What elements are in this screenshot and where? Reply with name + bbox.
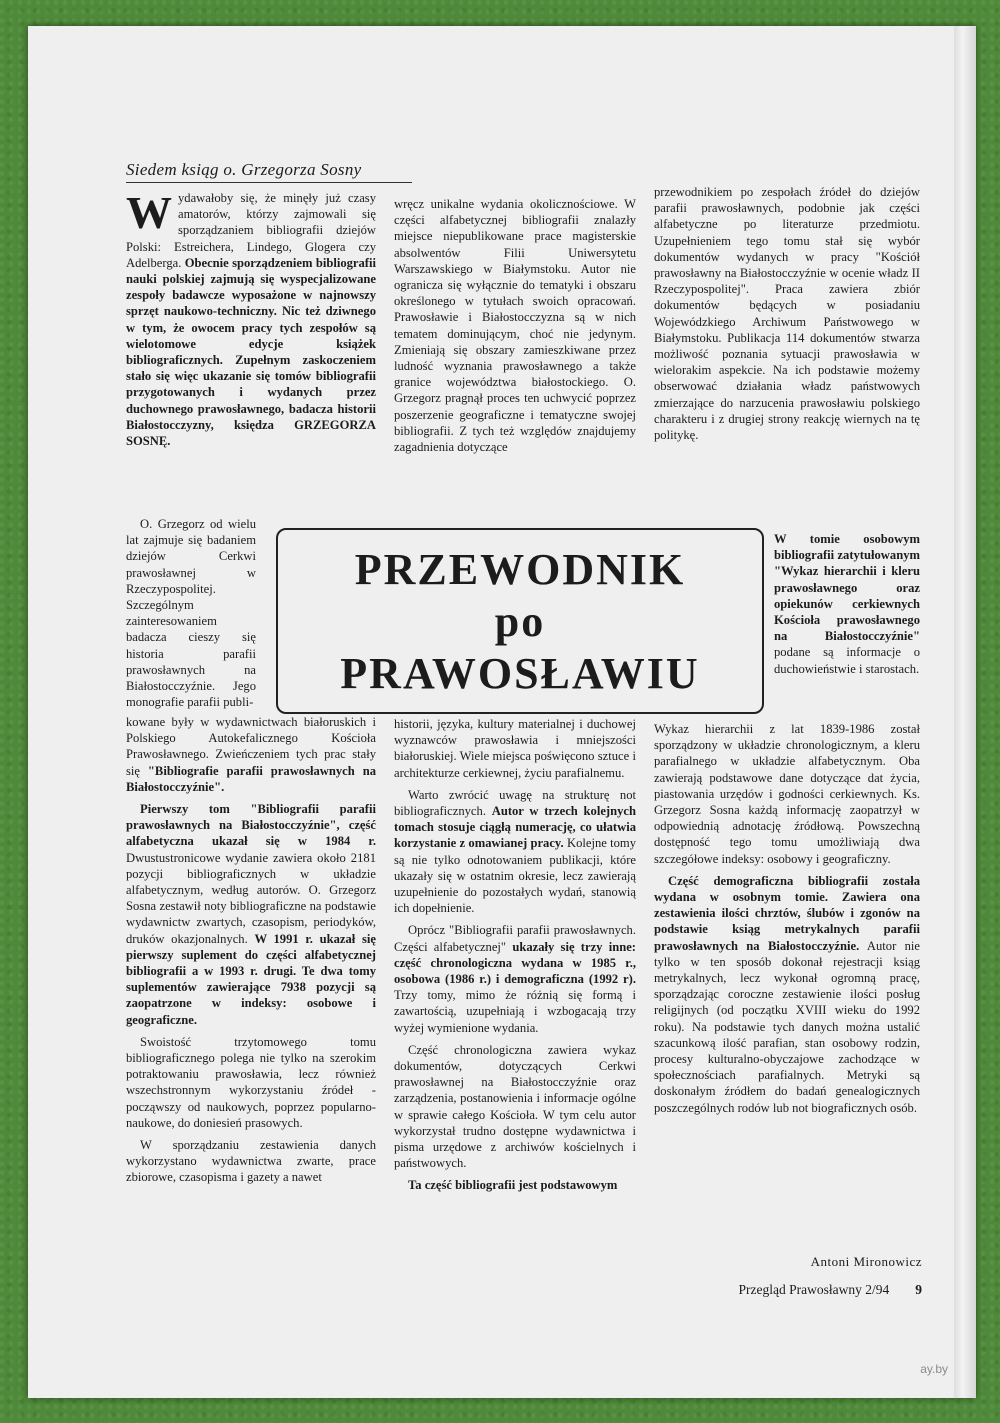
text: podane są informacje o duchowieństwie i starostach. bbox=[774, 645, 920, 676]
paragraph bbox=[654, 873, 920, 1116]
paragraph bbox=[126, 801, 376, 1028]
paragraph bbox=[394, 787, 636, 917]
column-3-bottom bbox=[654, 721, 920, 1122]
paragraph: Swoistość trzytomowego tomu bibliograficznego polega nie tylko na szerokim potraktowaniu prawosławia, lecz również wszechstronnym wykorzystaniu źródeł - począwszy od naukowych, poprzez popularno-naukowe, do doniesień prasowych. bbox=[126, 1034, 376, 1130]
column-1-bottom bbox=[126, 714, 376, 1192]
page-number: 9 bbox=[915, 1282, 922, 1297]
column-2-bottom bbox=[394, 716, 636, 1200]
bold-text: "Bibliografie parafii prawosławnych na Białostocczyźnie". bbox=[126, 763, 376, 794]
bold-text: ukazały się trzy inne: część chronologiczna wydana w 1985 r., osobowa (1986 r.) i demograficzna (1992 r). bbox=[394, 939, 636, 987]
column-1-top bbox=[126, 187, 376, 455]
paragraph: Ta część bibliografii jest podstawowym bbox=[408, 1178, 618, 1193]
text: Autor nie tylko w ten sposób dokonał rejestracji ksiąg metrykalnych, lecz wykonał ogromną pracę, sporządzając coroczne zestawienie ilości posług religijnych (od początku XVIII wieku do 1992 roku). Na podstawie tych danych można ustalić szacunkową ilość parafian, stan osobowy rodzin, procesy kulturalno-obyczajowe zachodzące w społecznościach parafialnych. Metryki są doskonałym źródłem do badań genealogicznych poszczególnych rodów lub not biograficznych osób. bbox=[654, 938, 920, 1115]
bold-text: Część demograficzna bibliografii została wydana w osobnym tomie. Zawiera ona zestawienia ilości chrztów, ślubów i zgonów na podstawie ksiąg metrykalnych parafii prawosławnych na Białostocczyźnie. bbox=[654, 873, 920, 953]
paragraph: O. Grzegorz od wielu lat zajmuje się badaniem dziejów Cerkwi prawosławnej w Rzeczypospolitej. Szczególnym zainteresowaniem badacza cieszy się historia parafii prawosławnych na Białostocczyźnie. Jego monografie parafii publi- bbox=[126, 517, 256, 710]
paragraph bbox=[126, 187, 376, 449]
column-3-top bbox=[654, 184, 920, 449]
column-2-top bbox=[394, 196, 636, 461]
text: Warto zwrócić uwagę na strukturę not bibliograficznych. bbox=[394, 787, 636, 819]
paragraph: Część chronologiczna zawiera wykaz dokumentów, dotyczących Cerkwi prawosławnej na Białostocczyźnie oraz zarządzenia, postanowienia i informacje ogólne w sprawie całego Kościoła. W tym celu autor wykorzystał trudno dostępne wydawnictwa i pisma urzędowe z archiwów kościelnych i państwowych. bbox=[394, 1042, 636, 1171]
paragraph bbox=[126, 714, 376, 795]
bold-text: W tomie osobowym bibliografii zatytułowanym "Wykaz hierarchii i kleru prawosławnego oraz opiekunów cerkiewnych Kościoła prawosławnego na Białostocczyźnie" bbox=[774, 532, 920, 644]
watermark: ay.by bbox=[920, 1362, 948, 1376]
book-spine bbox=[954, 26, 976, 1398]
column-1-narrow bbox=[126, 516, 256, 716]
paragraph bbox=[394, 922, 636, 1035]
text: Dwustustronicowe wydanie zawiera około 2181 pozycji bibliograficznych w układzie alfabetycznym, według autorów. O. Grzegorz Sosna zestawił noty bibliograficzne na podstawie wydawnictw zwartych, czasopism, periodyków, druków okazjonalnych. bbox=[126, 850, 376, 946]
bold-text: Obecnie sporządzeniem bibliografii nauki polskiej zajmują się wyspecjalizowane zespoły badawcze wyposażone w najnowszy sprzęt naukowo-techniczny. Nic też dziwnego w tym, że owocem pracy tych zespołów są wielotomowe edycje książek bibliograficznych. Zupełnym zaskoczeniem stało się więc ukazanie się tomów bibliografii przygotowanych i wydanych przez duchownego prawosławnego, badacza historii Białostocczyzny, księdza GRZEGORZA SOSNĘ. bbox=[126, 255, 376, 449]
bold-text: W 1991 r. ukazał się pierwszy suplement do części alfabetycznej bibliografii a w 1993 r. drugi. Te dwa tomy suplementów zawierające 7938 pozycji są zaopatrzone w indeksy: osobowe i geograficzne. bbox=[126, 931, 376, 1027]
text: ydawałoby się, że minęły już czasy amatorów, którzy zajmowali się sporządzaniem bibliografii dziejów Polski: Estreichera, Lindego, Glogera czy Adelberga. bbox=[126, 191, 376, 270]
page-footer bbox=[739, 1282, 922, 1298]
title-line-1: PRZEWODNIK bbox=[354, 545, 686, 594]
paragraph: historii, języka, kultury materialnej i duchowej wyznawców prawosławia i mniejszości białoruskiej. Wiele miejsca poświęcono sztuce i architekturze cerkiewnej, życiu parafialnemu. bbox=[394, 717, 636, 780]
article-kicker: Siedem ksiąg o. Grzegorza Sosny bbox=[126, 160, 412, 183]
title-box bbox=[276, 528, 764, 714]
author-signature: Antoni Mironowicz bbox=[810, 1254, 922, 1269]
book-back-cover bbox=[28, 26, 976, 1398]
title-line-2: po bbox=[494, 597, 546, 646]
paragraph: przewodnikiem po zespołach źródeł do dziejów parafii prawosławnych, podobnie jak części alfabetyczne po literaturze przedmiotu. Uzupełnieniem tego tomu stał się wybór dokumentów wydanych w pracy "Kościół prawosławny na Białostocczyźnie w ocenie władz II Rzeczypospolitej". Praca zawiera zbiór dokumentów będących w posiadaniu Wojewódzkiego Archiwum Państwowego w Białymstoku. Publikacja 114 dokumentów stwarza możliwość poznania sytuacji prawosławia w wielorakim aspekcie. Na ich podstawie możemy obserwować działania władz państwowych zmierzające do narzucenia prawosławiu polskiego charakteru i z drugiej strony reakcję wiernych na tę politykę. bbox=[654, 185, 920, 443]
bold-text: Autor w trzech kolejnych tomach stosuje ciągłą numerację, co ułatwia korzystanie z omawianej pracy. bbox=[394, 804, 636, 851]
text: Oprócz "Bibliografii parafii prawosławnych. Części alfabetycznej" bbox=[394, 923, 636, 954]
title-line-3: PRAWOSŁAWIU bbox=[340, 649, 700, 698]
column-3-narrow bbox=[774, 531, 920, 683]
paragraph: Wykaz hierarchii z lat 1839-1986 został sporządzony w układzie chronologicznym, a kleru parafialnego w układzie alfabetycznym. Oba zawierają podstawowe dane dotyczące dat życia, piastowania urzędów i godności cerkiewnych. Ks. Grzegorz Sosna każdą informację zaopatrzył w odpowiednią adnotację źródłową. Powszechną dostępność tego tomu umożliwiają dwa szczegółowe indeksy: osobowy i geograficzny. bbox=[654, 722, 920, 866]
text: Kolejne tomy są nie tylko odnotowaniem publikacji, które ukazały się w ostatnim okresie, lecz zawierają uzupełnienie do pozostałych wydań, stanowią ich dopełnienie. bbox=[394, 836, 636, 916]
journal-name: Przegląd Prawosławny 2/94 bbox=[738, 1282, 890, 1297]
bold-text: Pierwszy tom "Bibliografii parafii prawosławnych na Białostocczyźnie", część alfabetyczna ukazał się w 1984 r. bbox=[126, 802, 376, 849]
paragraph bbox=[774, 531, 920, 677]
text: kowane były w wydawnictwach białoruskich i Polskiego Autokefalicznego Kościoła Prawosławnego. Zwieńczeniem tych prac stały się bbox=[126, 715, 376, 778]
article-page bbox=[126, 136, 926, 1356]
text: Trzy tomy, mimo że różnią się formą i zawartością, uzupełniają i wzbogacają trzy wyżej wymienione wydania. bbox=[394, 988, 636, 1035]
paragraph: W sporządzaniu zestawienia danych wykorzystano wydawnictwa zwarte, prace zbiorowe, czasopisma i gazety a nawet bbox=[126, 1138, 376, 1185]
drop-cap: W bbox=[126, 187, 172, 238]
paragraph: wręcz unikalne wydania okolicznościowe. W części alfabetycznej bibliografii znalazły miejsce niepublikowane prace magisterskie absolwentów Filii Uniwersytetu Warszawskiego w Białymstoku. Autor nie ogranicza się wyłącznie do tematyki i obszaru określonego w tytułach swoich opracowań. Prawosławie i Białostocczyzna są w nich tematem dominującym, choć nie jedynym. Zmieniają się obszary zamieszkiwane przez ludność wyznania prawosławnego a także granice województwa białostockiego. O. Grzegorz pragnął proces ten uchwycić poprzez poszerzenie geograficzne i tematyczne swojej bibliografii. Z tych też względów znajdujemy zagadnienia dotyczące bbox=[394, 197, 636, 455]
